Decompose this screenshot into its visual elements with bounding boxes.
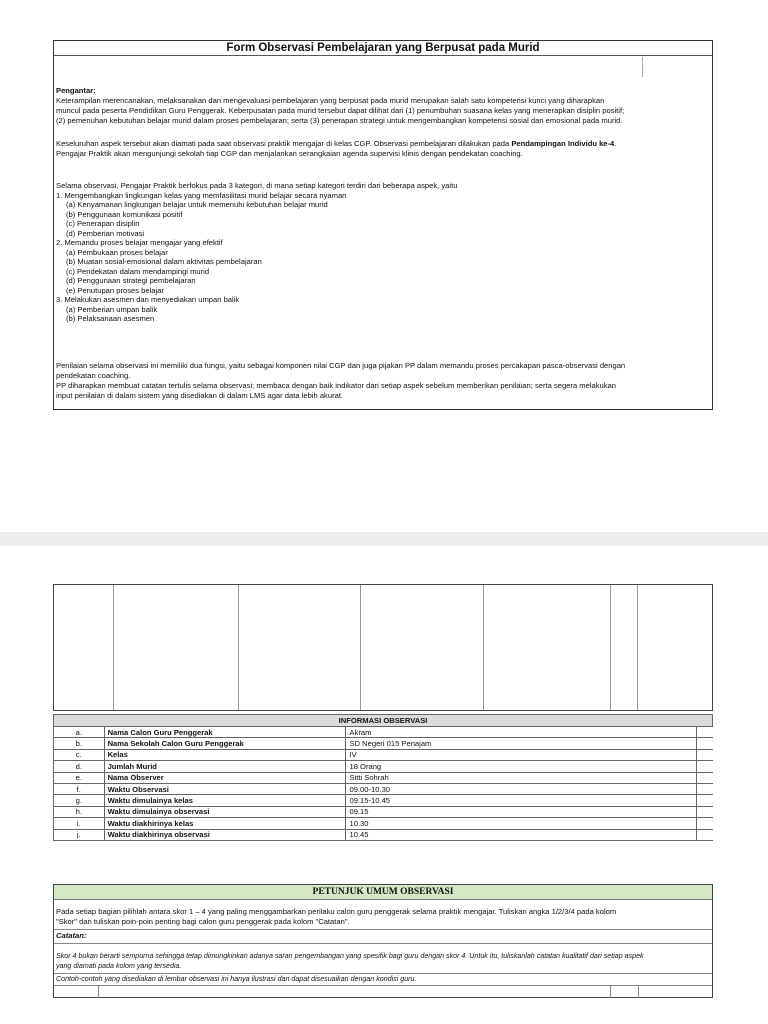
divider [54,985,712,986]
contoh-line: Contoh-contoh yang disediakan di lembar observasi ini hanya ilustrasi dan dapat disesuaikan dengan kondisi guru. [56,975,417,983]
closing-line: Penilaian selama observasi ini memiliki dua fungsi, yaitu sebagai komponen nilai CGP dan juga pijakan PP dalam memandu proses percakapan pasca-observasi dengan [56,361,626,370]
category-1-item: (b) Penggunaan komunikasi positif [66,209,183,219]
row-label: Nama Calon Guru Penggerak [104,727,346,738]
intro-line: Keterampilan merencanakan, melaksanakan dan mengevaluasi pembelajaran yang berpusat pada murid merupakan salah satu kompetensi kunci yang diharapkan [56,96,605,105]
row-blank [696,818,712,829]
petunjuk-line: "Skor" dan tuliskan poin-poin penting bagi calon guru penggerak pada kolom "Catatan". [56,917,350,926]
catatan-line: Skor 4 bukan berarti sempurna sehingga tetap dimungkinkan adanya saran pengembangan yang spesifik bagi guru dengan skor 4. Untuk itu, tuliskanlah catatan kualitatif dari setiap aspek [56,952,644,960]
table-header-row [54,715,713,727]
table-row [54,738,713,749]
closing-line: pendekatan coaching. [56,371,131,380]
table-row [54,772,713,783]
closing-line: input penilaian di dalam sistem yang disediakan di dalam LMS agar data lebih akurat. [56,391,344,400]
table-row [54,829,713,840]
row-letter: c. [54,749,105,760]
table-row [54,818,713,829]
row-value: SD Negeri 015 Penajam [346,738,696,749]
cell-divider [642,57,643,77]
row-label: Nama Sekolah Calon Guru Penggerak [104,738,346,749]
row-value: 09.00-10.30 [346,783,696,794]
row-blank [696,761,712,772]
row-label: Waktu diakhirinya observasi [104,829,346,840]
table-row [54,727,713,738]
row-label: Waktu dimulainya kelas [104,795,346,806]
row-value: 10.45 [346,829,696,840]
grid-divider [360,585,361,710]
row-label: Waktu dimulainya observasi [104,806,346,817]
row-blank [696,795,712,806]
paragraph-2-line-1: Keseluruhan aspek tersebut akan diamati pada saat observasi praktik mengajar di kelas CGP. Observasi pembelajaran dilakukan pada Pendampingan Individu ke-4. [56,139,617,148]
grid-divider [113,585,114,710]
category-1-item: (d) Pemberian motivasi [66,228,145,238]
catatan-label: Catatan: [56,931,87,940]
table-row [54,783,713,794]
empty-grid-box [53,584,713,711]
category-2-item: (b) Muatan sosial-emosional dalam aktivitas pembelajaran [66,257,262,266]
category-2-item: (c) Pendekatan dalam mendampingi murid [66,266,210,276]
bottom-cell-divider [610,986,611,998]
row-letter: g. [54,795,105,806]
row-letter: h. [54,806,105,817]
catatan-line: yang diamati pada kolom yang tersedia. [56,962,182,970]
row-letter: i. [54,818,105,829]
row-letter: j. [54,829,105,840]
row-value: 09.15 [346,806,696,817]
category-3: 3. Melakukan asesmen dan menyediakan umpan balik [56,295,240,304]
petunjuk-umum-box [53,884,713,998]
informasi-observasi-table [53,714,713,841]
row-label: Waktu Observasi [104,783,346,794]
category-2-item: (d) Penggunaan strategi pembelajaran [66,276,196,285]
row-value: 10.30 [346,818,696,829]
category-1: 1. Mengembangkan lingkungan kelas yang memfasilitasi murid belajar secara nyaman [56,190,347,200]
intro-line: (2) pemenuhan kebutuhan belajar murid dalam proses pembelajaran; serta (3) penerapan strategi untuk mengembangkan kompetensi sosial dan emosional pada murid. [56,116,623,125]
row-blank [696,727,712,738]
form-title: Form Observasi Pembelajaran yang Berpusat pada Murid [226,42,540,54]
pengantar-label: Pengantar: [56,86,96,95]
table-row [54,749,713,760]
row-label: Jumlah Murid [104,761,346,772]
table-row [54,795,713,806]
row-blank [696,783,712,794]
row-value: 09.15-10.45 [346,795,696,806]
row-label: Waktu diakhirinya kelas [104,818,346,829]
petunjuk-line: Pada setiap bagian pilihlah antara skor 1 – 4 yang paling menggambarkan perilaku calon guru penggerak selama praktik mengajar. Tuliskan angka 1/2/3/4 pada kolom [56,907,617,916]
row-blank [696,829,712,840]
paragraph-2-line-2: Pengajar Praktik akan mengunjungi sekolah tiap CGP dan menjalankan serangkaian agenda supervisi klinis dengan pendekatan coaching. [56,149,523,158]
petunjuk-header: PETUNJUK UMUM OBSERVASI [54,885,712,900]
categories-intro: Selama observasi, Pengajar Praktik berfokus pada 3 kategori, di mana setiap kategori terdiri dari beberapa aspek, yaitu [56,181,458,190]
row-letter: b. [54,738,105,749]
category-2: 2. Memandu proses belajar mengajar yang efektif [56,238,223,247]
title-divider [54,55,712,56]
row-value: Sitti Sohrah [346,772,696,783]
row-blank [696,749,712,760]
row-value: Akram [346,727,696,738]
row-letter: d. [54,761,105,772]
observation-form-intro [53,40,713,410]
closing-line: PP diharapkan membuat catatan tertulis selama observasi; membaca dengan baik indikator dari setiap aspek sebelum memberikan penilaian; serta segera melakukan [56,381,616,390]
row-letter: a. [54,727,105,738]
row-blank [696,772,712,783]
category-1-item: (a) Kenyamanan lingkungan belajar untuk memenuhi kebutuhan belajar murid [66,200,328,209]
divider [54,943,712,944]
divider [54,929,712,930]
row-label: Kelas [104,749,346,760]
category-3-item: (b) Pelaksanaan asesmen [66,314,155,323]
row-letter: e. [54,772,105,783]
table-row [54,761,713,772]
row-value: IV [346,749,696,760]
grid-divider [637,585,638,710]
row-blank [696,738,712,749]
grid-divider [610,585,611,710]
row-value: 18 Orang [346,761,696,772]
grid-divider [238,585,239,710]
pendampingan-emphasis: Pendampingan Individu ke-4 [511,139,615,148]
row-blank [696,806,712,817]
category-2-item: (a) Pembukaan proses belajar [66,247,168,257]
grid-divider [483,585,484,710]
category-3-item: (a) Pemberian umpan balik [66,304,158,314]
bottom-cell-divider [638,986,639,998]
bottom-cell-divider [98,986,99,998]
divider [54,973,712,974]
category-1-item: (c) Penerapan disiplin [66,219,140,228]
info-header: INFORMASI OBSERVASI [54,715,713,727]
intro-line: muncul pada peserta Pendidikan Guru Penggerak. Keberpusatan pada murid tersebut dapat dilihat dari (1) penumbuhan suasana kelas yang menerapkan disiplin positif; [56,106,625,115]
row-label: Nama Observer [104,772,346,783]
row-letter: f. [54,783,105,794]
table-row [54,806,713,817]
category-2-item: (e) Penutupan proses belajar [66,285,164,295]
